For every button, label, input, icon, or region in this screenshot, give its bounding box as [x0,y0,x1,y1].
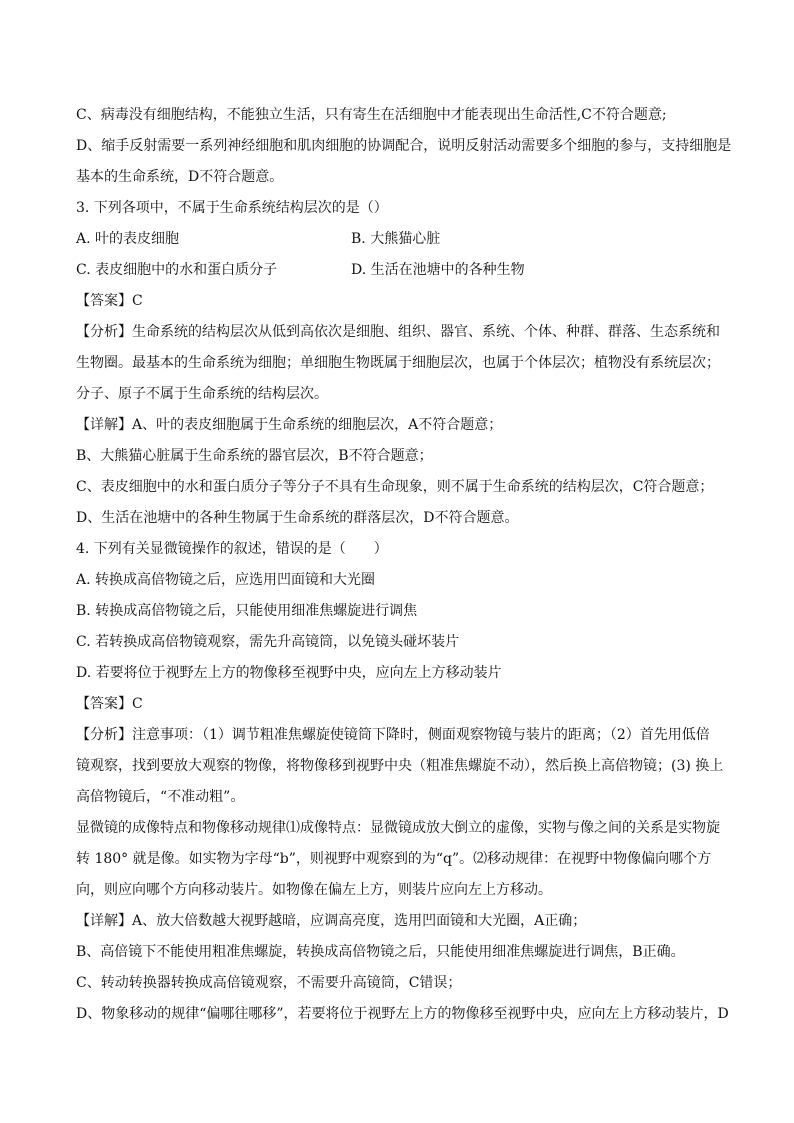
q3-stem: 3. 下列各项中，不属于生命系统结构层次的是（） [76,200,388,216]
q3-option-b: B. 大熊猫心脏 [351,231,441,247]
q4-analysis-line6: 向，则应向哪个方向移动装片。如物像在偏左上方，则装片应向左上方移动。 [76,882,552,898]
q3-analysis-line1: 【分析】生命系统的结构层次从低到高依次是细胞、组织、器官、系统、个体、种群、群落、生态系统和 [76,324,720,340]
q3-detail-line1: 【详解】A、叶的表皮细胞属于生命系统的细胞层次，A不符合题意； [76,417,503,433]
q4-detail-line4: D、物象移动的规律“偏哪往哪移”，若要将位于视野左上方的物像移至视野中央，应向左上方移动装片，D [76,1006,729,1022]
q4-detail-line3: C、转动转换器转换成高倍镜观察，不需要升高镜筒，C错误； [76,975,462,991]
q2-option-c-explanation: C、病毒没有细胞结构，不能独立生活，只有寄生在活细胞中才能表现出生命活性,C不符合题意; [76,107,667,123]
q3-options-row1 [76,224,734,255]
q3-analysis-line3: 分子、原子不属于生命系统的结构层次。 [76,386,328,402]
q4-option-a: A. 转换成高倍物镜之后，应选用凹面镜和大光圈 [76,572,376,588]
q4-analysis-line1: 【分析】注意事项：（1）调节粗准焦螺旋使镜筒下降时，侧面观察物镜与装片的距离；（2）首先用低倍 [76,727,710,743]
q4-stem: 4. 下列有关显微镜操作的叙述，错误的是（ ） [76,541,388,557]
q4-detail-line2: B、高倍镜下不能使用粗准焦螺旋，转换成高倍物镜之后，只能使用细准焦螺旋进行调焦，B正确。 [76,944,685,960]
q3-analysis-line2: 生物圈。最基本的生命系统为细胞；单细胞生物既属于细胞层次，也属于个体层次；植物没有系统层次； [76,355,720,371]
q3-options-row2 [76,255,734,286]
q4-detail-line1: 【详解】A、放大倍数越大视野越暗，应调高亮度，选用凹面镜和大光圈，A正确； [76,913,587,929]
q4-option-c: C. 若转换成高倍物镜观察，需先升高镜筒，以免镜头碰坏装片 [76,634,460,650]
q3-option-d: D. 生活在池塘中的各种生物 [351,262,525,278]
q2-option-d-explanation-line2: 基本的生命系统，D不符合题意。 [76,169,284,185]
q4-answer: 【答案】C [76,696,143,712]
q4-analysis-line5: 转 180° 就是像。如实物为字母“b”，则视野中观察到的为“q”。⑵移动规律：在视野中物像偏向哪个方 [76,851,712,867]
q3-detail-line4: D、生活在池塘中的各种生物属于生命系统的群落层次，D不符合题意。 [76,510,519,526]
q3-detail-line2: B、大熊猫心脏属于生命系统的器官层次，B不符合题意； [76,448,433,464]
q3-option-c: C. 表皮细胞中的水和蛋白质分子 [76,262,278,278]
q4-option-b: B. 转换成高倍物镜之后，只能使用细准焦螺旋进行调焦 [76,603,418,619]
q2-option-d-explanation-line1: D、缩手反射需要一系列神经细胞和肌肉细胞的协调配合，说明反射活动需要多个细胞的参与，支持细胞是 [76,138,732,154]
q4-analysis-line4: 显微镜的成像特点和物像移动规律⑴成像特点：显微镜成放大倒立的虚像，实物与像之间的关系是实物旋 [76,820,720,836]
q4-analysis-line3: 高倍物镜后，“不准动粗”。 [76,789,245,805]
q3-detail-line3: C、表皮细胞中的水和蛋白质分子等分子不具有生命现象，则不属于生命系统的结构层次，C符合题意； [76,479,714,495]
q4-analysis-line2: 镜观察，找到要放大观察的物像，将物像移到视野中央（粗准焦螺旋不动），然后换上高倍物镜；(3) 换上 [76,758,724,774]
q3-option-a: A. 叶的表皮细胞 [76,231,180,247]
q3-answer: 【答案】C [76,293,143,309]
q4-option-d: D. 若要将位于视野左上方的物像移至视野中央，应向左上方移动装片 [76,665,502,681]
